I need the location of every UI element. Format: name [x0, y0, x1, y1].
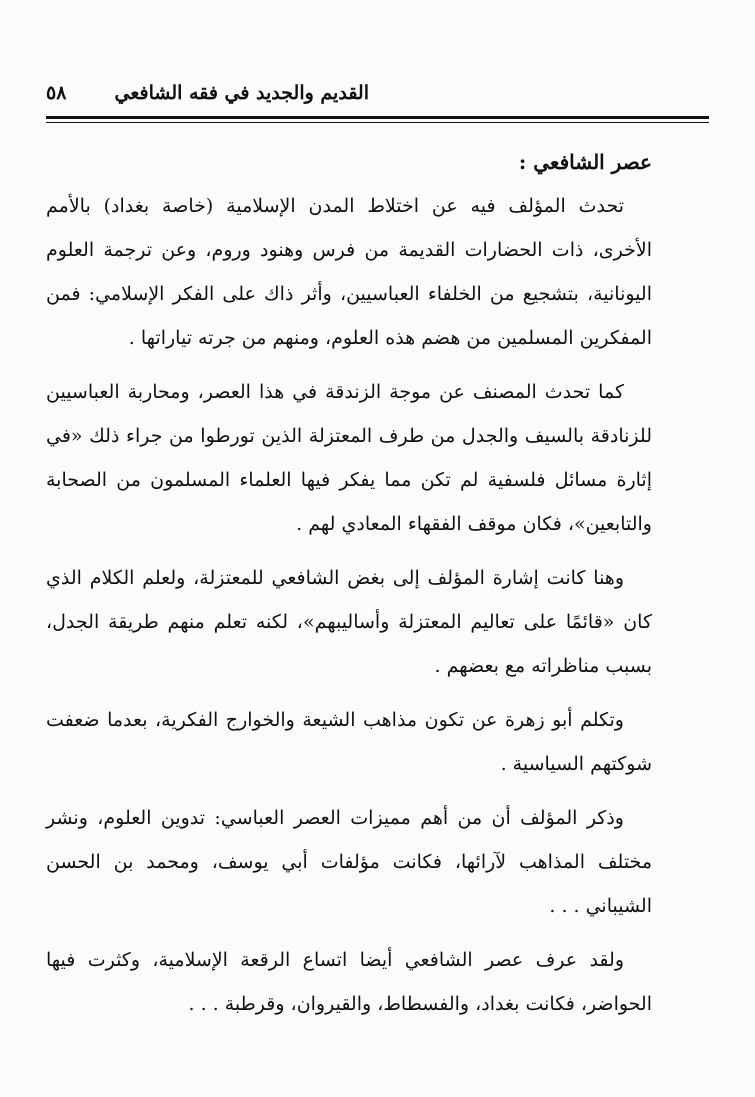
- running-title: القديم والجديد في فقه الشافعي: [114, 82, 369, 104]
- header-rule-thick: [46, 116, 709, 119]
- paragraph: تحدث المؤلف فيه عن اختلاط المدن الإسلامية (خاصة بغداد) بالأمم الأخرى، ذات الحضارات القديمة من فرس وهنود وروم، وعن ترجمة العلوم اليونانية، بتشجيع من الخلفاء العباسيين، وأثر ذاك على الفكر الإسلامي: فمن المفكرين المسلمين من هضم هذه العلوم، ومنهم من جرته تياراتها .: [46, 195, 652, 349]
- paragraph: كما تحدث المصنف عن موجة الزندقة في هذا العصر، ومحاربة العباسيين للزنادقة بالسيف والجدل من طرف المعتزلة الذين تورطوا من جراء ذلك «في إثارة مسائل فلسفية لم تكن مما يفكر فيها العلماء المسلمون من الصحابة والتابعين»، فكان موقف الفقهاء المعادي لهم .: [46, 381, 652, 535]
- section-heading: عصر الشافعي :: [518, 150, 652, 174]
- paragraph: وذكر المؤلف أن من أهم مميزات العصر العباسي: تدوين العلوم، ونشر مختلف المذاهب لآرائها، فكانت مؤلفات أبي يوسف، ومحمد بن الحسن الشيباني . . .: [46, 807, 652, 917]
- page-header: [46, 74, 709, 114]
- page-body: [46, 140, 652, 1026]
- paragraph: وهنا كانت إشارة المؤلف إلى بغض الشافعي للمعتزلة، ولعلم الكلام الذي كان «قائمًا على تعاليم المعتزلة وأساليبهم»، لكنه تعلم منهم طريقة الجدل، بسبب مناظراته مع بعضهم .: [46, 567, 652, 677]
- header-rule-thin: [46, 122, 709, 123]
- page-number: ٥٨: [46, 82, 67, 104]
- paragraph: وتكلم أبو زهرة عن تكون مذاهب الشيعة والخوارج الفكرية، بعدما ضعفت شوكتهم السياسية .: [46, 709, 652, 775]
- paragraph: ولقد عرف عصر الشافعي أيضا اتساع الرقعة الإسلامية، وكثرت فيها الحواضر، فكانت بغداد، والفسطاط، والقيروان، وقرطبة . . .: [46, 949, 652, 1015]
